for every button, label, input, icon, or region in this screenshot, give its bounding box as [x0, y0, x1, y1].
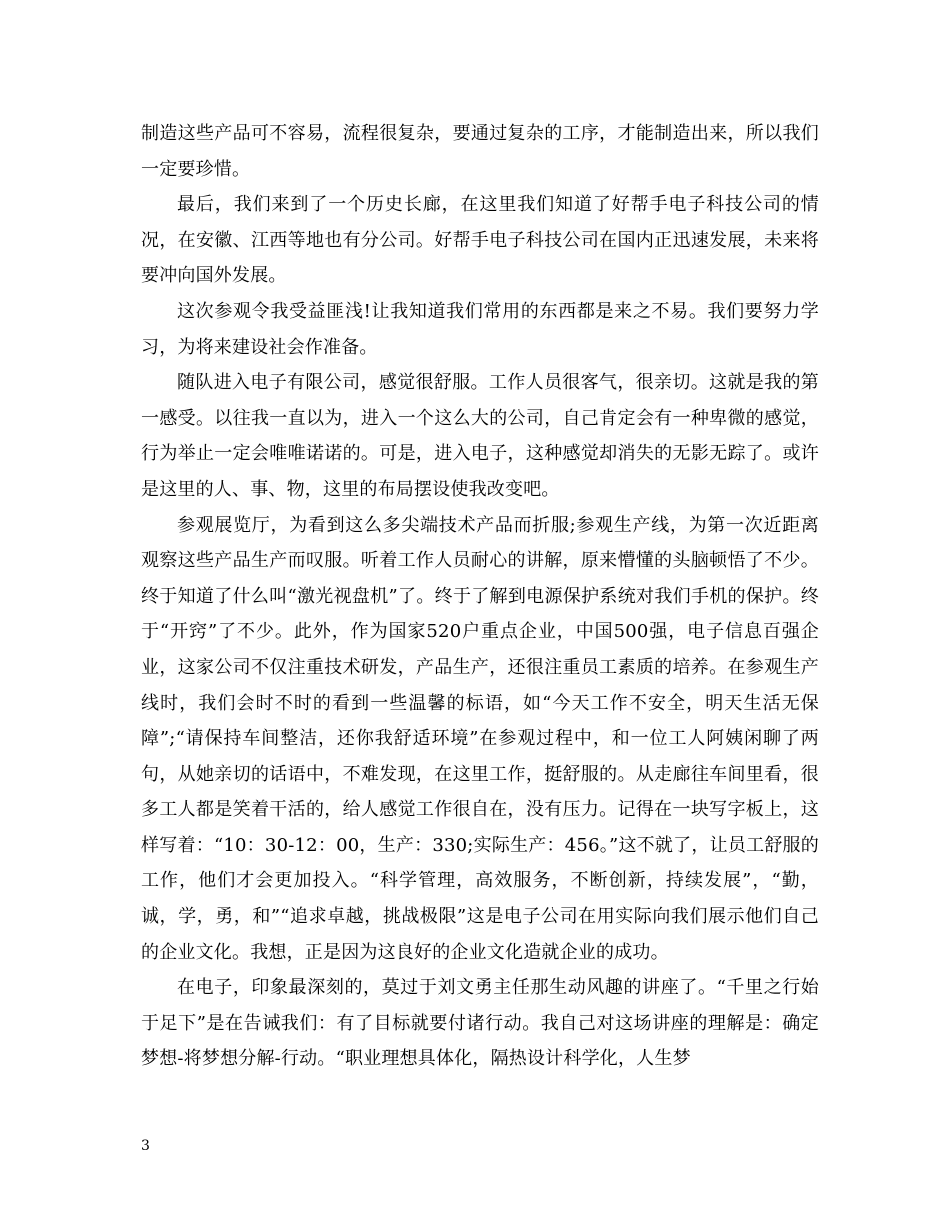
paragraph: 制造这些产品可不容易，流程很复杂，要通过复杂的工序，才能制造出来，所以我们一定要珍惜。	[141, 123, 819, 180]
paragraph: 最后，我们来到了一个历史长廊，在这里我们知道了好帮手电子科技公司的情况，在安徽、江西等地也有分公司。好帮手电子科技公司在国内正迅速发展，未来将要冲向国外发展。	[141, 194, 819, 287]
paragraph: 参观展览厅，为看到这么多尖端技术产品而折服;参观生产线，为第一次近距离观察这些产品生产而叹服。听着工作人员耐心的讲解，原来懵懂的头脑顿悟了不少。终于知道了什么叫“激光视盘机”了。终于了解到电源保护系统对我们手机的保护。终于“开窍”了不少。此外，作为国家520户重点企业，中国500强，电子信息百强企业，这家公司不仅注重技术研发，产品生产，还很注重员工素质的培养。在参观生产线时，我们会时不时的看到一些温馨的标语，如“今天工作不安全，明天生活无保障”;“请保持车间整洁，还你我舒适环境”在参观过程中，和一位工人阿姨闲聊了两句，从她亲切的话语中，不难发现，在这里工作，挺舒服的。从走廊往车间里看，很多工人都是笑着干活的，给人感觉工作很自在，没有压力。记得在一块写字板上，这样写着：“10：30-12：00，生产：330;实际生产：456。”这不就了，让员工舒服的工作，他们才会更加投入。“科学管理，高效服务，不断创新，持续发展”，“勤，诚，学，勇，和”“追求卓越，挑战极限”这是电子公司在用实际向我们展示他们自己的企业文化。我想，正是因为这良好的企业文化造就企业的成功。	[141, 514, 819, 963]
page-number: 3	[141, 1138, 150, 1154]
paragraph: 这次参观令我受益匪浅!让我知道我们常用的东西都是来之不易。我们要努力学习，为将来建设社会作准备。	[141, 300, 819, 358]
paragraph: 在电子，印象最深刻的，莫过于刘文勇主任那生动风趣的讲座了。“千里之行始于足下”是在告诫我们：有了目标就要付诸行动。我自己对这场讲座的理解是：确定梦想-将梦想分解-行动。“职业理想具体化，隔热设计科学化，人生梦	[141, 977, 819, 1070]
body-text	[141, 116, 819, 1077]
paragraph: 随队进入电子有限公司，感觉很舒服。工作人员很客气，很亲切。这就是我的第一感受。以往我一直以为，进入一个这么大的公司，自己肯定会有一种卑微的感觉，行为举止一定会唯唯诺诺的。可是，进入电子，这种感觉却消失的无影无踪了。或许是这里的人、事、物，这里的布局摆设使我改变吧。	[141, 372, 819, 500]
